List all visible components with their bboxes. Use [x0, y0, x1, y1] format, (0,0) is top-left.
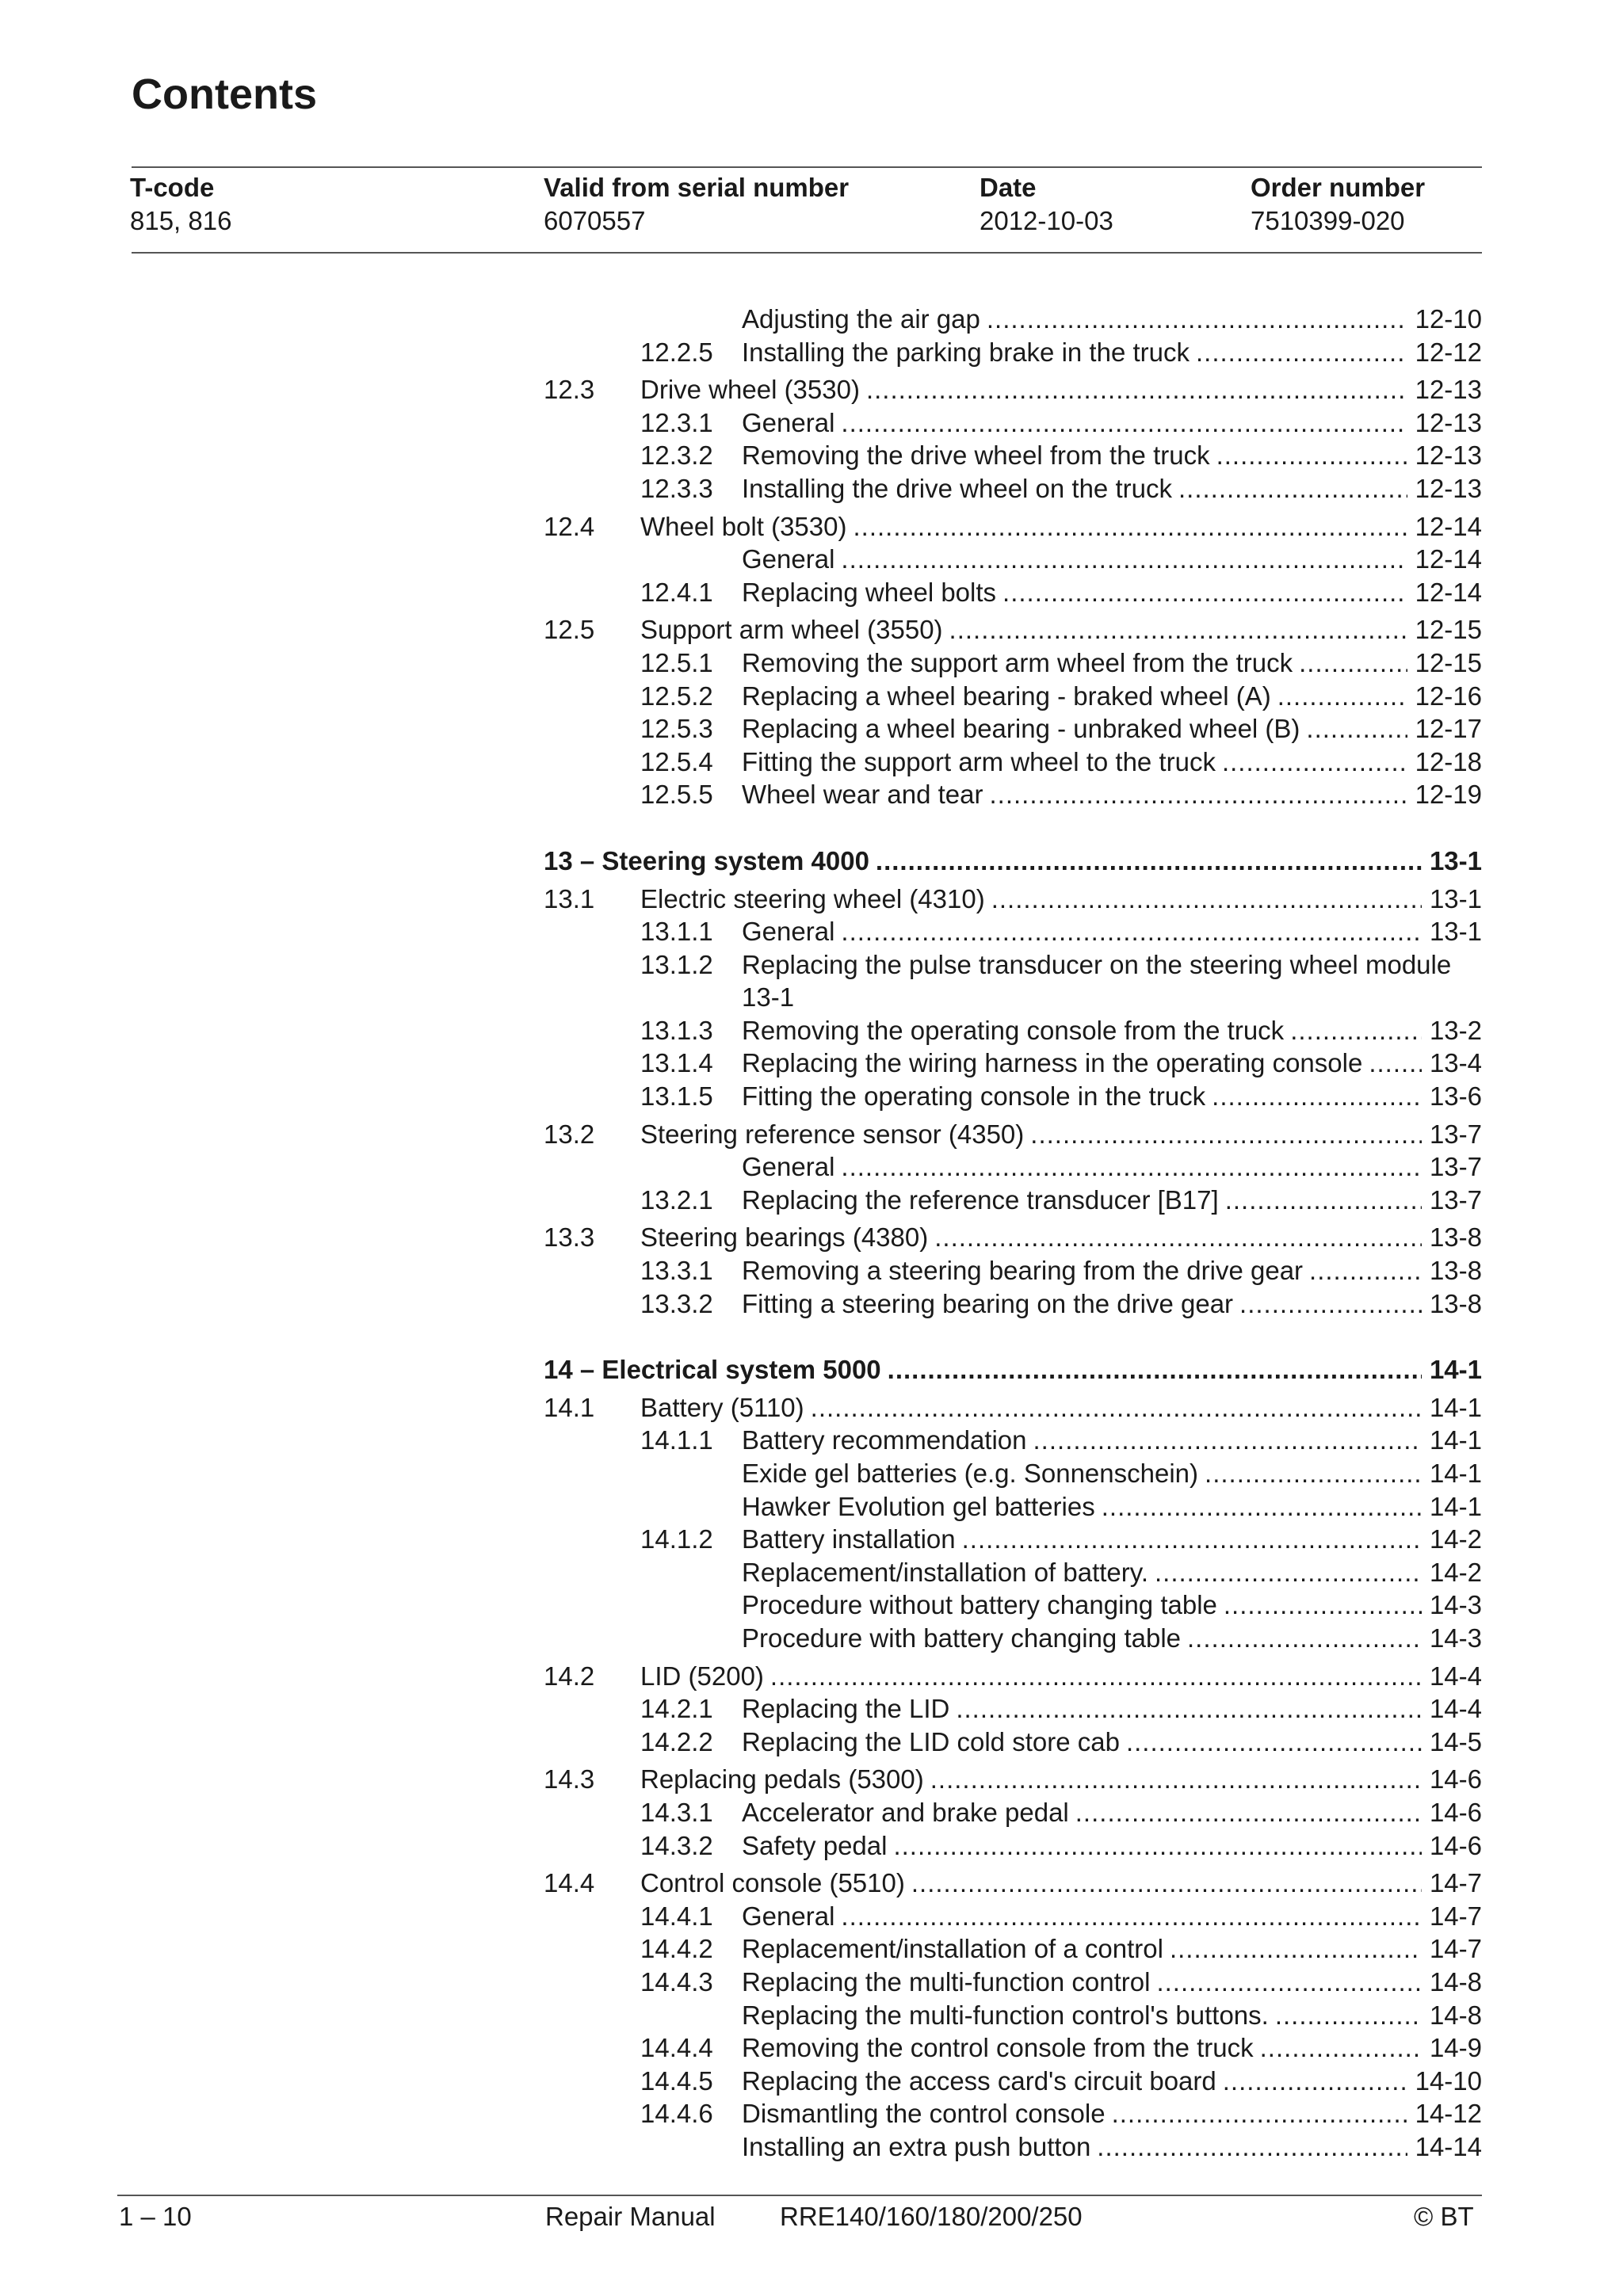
toc-section-number: 12.5.5: [640, 780, 713, 810]
toc-page-number: 14-1: [1429, 1425, 1482, 1455]
toc-page-number: 12-14: [1415, 511, 1482, 541]
toc-dot-leader: [1277, 680, 1407, 713]
toc-entry-title: Installing an extra push button: [742, 2131, 1091, 2161]
toc-entry[interactable]: [544, 1424, 1482, 1457]
serial-column: [544, 171, 849, 238]
toc-dot-leader: [911, 1867, 1422, 1900]
toc-section-number: 12.3.3: [640, 473, 713, 503]
toc-entry-title: LID (5200): [640, 1661, 764, 1691]
toc-section-number: 14.2: [544, 1661, 595, 1691]
toc-page-number: 12-13: [1415, 473, 1482, 503]
toc-entry[interactable]: [544, 543, 1482, 576]
toc-entry[interactable]: [544, 1080, 1482, 1113]
toc-dot-leader: [1223, 2065, 1407, 2098]
toc-entry[interactable]: [544, 472, 1482, 505]
toc-entry-title: Steering bearings (4380): [640, 1222, 929, 1253]
toc-section-number: 14.3.1: [640, 1797, 713, 1827]
toc-dot-leader: [991, 883, 1422, 916]
toc-entry[interactable]: [544, 1999, 1482, 2032]
toc-page-number: 13-6: [1429, 1081, 1482, 1112]
toc-section-number: 13.1.2: [640, 949, 713, 979]
toc-section-number: 12.2.5: [640, 337, 713, 367]
toc-entry-title: Replacement/installation of battery.: [742, 1557, 1148, 1587]
toc-entry-title: Removing a steering bearing from the drive gear: [742, 1256, 1304, 1286]
order-value: 7510399-020: [1251, 206, 1405, 235]
toc-entry-title: Replacing the reference transducer [B17]: [742, 1184, 1219, 1215]
toc-dot-leader: [841, 1150, 1422, 1184]
toc-page-number: 12-15: [1415, 647, 1482, 677]
toc-dot-leader: [1216, 439, 1407, 472]
toc-entry[interactable]: [544, 1622, 1482, 1655]
toc-dot-leader: [1102, 1490, 1422, 1524]
toc-section-number: 12.4.1: [640, 577, 713, 607]
toc-page-number: 13-1: [742, 982, 795, 1013]
toc-entry-title: Replacing the LID: [742, 1694, 950, 1724]
toc-entry-title: Exide gel batteries (e.g. Sonnenschein): [742, 1459, 1199, 1488]
toc-page-number: 12-16: [1415, 681, 1482, 711]
toc-entry-title: Installing the drive wheel on the truck: [742, 473, 1172, 503]
toc-entry-title: Replacing the multi-function control: [742, 1966, 1151, 1997]
toc-page-number: 14-6: [1429, 1830, 1482, 1860]
toc-section-number: 14.4.1: [640, 1901, 713, 1931]
toc-page-number: 12-18: [1415, 746, 1482, 776]
toc-entry[interactable]: [544, 2065, 1482, 2098]
toc-page-number: 13-8: [1429, 1288, 1482, 1318]
toc-entry-title: Wheel wear and tear: [742, 780, 983, 810]
toc-dot-leader: [1178, 472, 1407, 505]
toc-entry-title: Installing the parking brake in the truck: [742, 337, 1190, 367]
toc-entry-title: Drive wheel (3530): [640, 375, 860, 405]
date-label: Date: [980, 173, 1037, 202]
footer-copyright: © BT: [1414, 2202, 1474, 2231]
date-value: 2012-10-03: [980, 206, 1113, 235]
toc-dot-leader: [1170, 1932, 1422, 1966]
toc-dot-leader: [1126, 1726, 1422, 1759]
toc-section-number: 12.3.2: [640, 441, 713, 471]
toc-dot-leader: [841, 543, 1407, 576]
toc-dot-leader: [841, 915, 1422, 948]
toc-page-number: 12-13: [1415, 375, 1482, 405]
toc-entry[interactable]: [544, 1660, 1482, 1693]
toc-page-number: 12-19: [1415, 780, 1482, 810]
toc-dot-leader: [1112, 2097, 1407, 2130]
toc-section-number: 14.4.6: [640, 2099, 713, 2129]
footer-page-number: 1 – 10: [119, 2202, 192, 2231]
serial-label: Valid from serial number: [544, 173, 850, 202]
toc-dot-leader: [1275, 1999, 1422, 2032]
toc-entry[interactable]: [544, 883, 1482, 916]
toc-section-number: 13.3.2: [640, 1288, 713, 1318]
toc-section-number: 13.1.4: [640, 1048, 713, 1078]
tcode-value: 815, 816: [130, 206, 232, 235]
footer-models: RRE140/160/180/200/250: [780, 2202, 1083, 2231]
toc-dot-leader: [956, 1692, 1422, 1726]
toc-section-number: 14.4: [544, 1868, 595, 1898]
toc-entry-title: Replacing the wiring harness in the operating console: [742, 1048, 1363, 1078]
toc-section-number: 12.5.3: [640, 714, 713, 744]
toc-entry[interactable]: [544, 746, 1482, 779]
toc-entry-title: Electric steering wheel (4310): [640, 883, 985, 913]
toc-entry-title: Adjusting the air gap: [742, 304, 980, 334]
tcode-label: T-code: [130, 173, 215, 202]
toc-entry[interactable]: [544, 1796, 1482, 1829]
toc-section-number: 14.2.1: [640, 1694, 713, 1724]
toc-dot-leader: [1290, 1014, 1422, 1047]
toc-dot-leader: [1156, 1966, 1422, 1999]
toc-page-number: 12-10: [1415, 304, 1482, 334]
toc-page-number: 12-12: [1415, 337, 1482, 367]
toc-section-number: 13.3.1: [640, 1256, 713, 1286]
toc-entry-title: Replacing the pulse transducer on the steering wheel module: [742, 949, 1452, 979]
toc-dot-leader: [934, 1221, 1422, 1254]
toc-entry-title: Battery recommendation: [742, 1425, 1027, 1455]
toc-dot-leader: [987, 303, 1407, 336]
toc-entry-title: Replacing pedals (5300): [640, 1764, 924, 1794]
toc-page-number: 13-1: [1429, 883, 1482, 913]
toc-dot-leader: [770, 1660, 1422, 1693]
toc-dot-leader: [1075, 1796, 1422, 1829]
toc-section-number: 13.2: [544, 1119, 595, 1149]
toc-page-number: 14-7: [1429, 1868, 1482, 1898]
order-column: [1251, 171, 1425, 238]
toc-page-number: 13-7: [1429, 1184, 1482, 1215]
toc-entry[interactable]: [544, 1867, 1482, 1900]
toc-dot-leader: [1239, 1287, 1422, 1321]
toc-page-number: 13-7: [1429, 1152, 1482, 1182]
toc-dot-leader: [1196, 336, 1407, 369]
toc-entry-title: Battery (5110): [640, 1392, 804, 1422]
toc-dot-leader: [1224, 1589, 1422, 1622]
toc-section-number: 13.3: [544, 1222, 595, 1253]
toc-entry[interactable]: [544, 336, 1482, 369]
toc-entry-title: General: [742, 407, 835, 437]
toc-dot-leader: [1205, 1457, 1422, 1490]
toc-entry-title: Replacing the access card's circuit board: [742, 2065, 1216, 2096]
tcode-column: [130, 171, 231, 238]
toc-entry[interactable]: [544, 1900, 1482, 1933]
toc-page-number: 14-9: [1429, 2033, 1482, 2063]
toc-entry[interactable]: [544, 2031, 1482, 2065]
toc-dot-leader: [888, 1353, 1422, 1386]
table-of-contents: [544, 303, 1482, 2163]
toc-section-number: 12.5.1: [640, 647, 713, 677]
toc-entry-title: Removing the support arm wheel from the truck: [742, 647, 1293, 677]
toc-page-number: 14-12: [1415, 2099, 1482, 2129]
toc-entry[interactable]: [544, 948, 1482, 1014]
toc-entry-title: Replacement/installation of a control: [742, 1934, 1163, 1964]
toc-chapter-entry[interactable]: [544, 845, 1482, 878]
toc-entry[interactable]: [544, 680, 1482, 713]
toc-section-number: 14.4.3: [640, 1966, 713, 1997]
page-title: Contents: [132, 71, 317, 118]
toc-entry-title: Fitting the support arm wheel to the truck: [742, 746, 1216, 776]
toc-page-number: 13-2: [1429, 1015, 1482, 1045]
toc-entry-title: Removing the operating console from the truck: [742, 1015, 1285, 1045]
toc-page-number: 13-1: [1429, 917, 1482, 947]
toc-entry-title: Procedure with battery changing table: [742, 1623, 1182, 1653]
toc-page-number: 14-8: [1429, 1966, 1482, 1997]
toc-entry[interactable]: [544, 613, 1482, 646]
toc-entry[interactable]: [544, 1014, 1482, 1047]
toc-page-number: 12-13: [1415, 407, 1482, 437]
toc-section-number: 14.1: [544, 1392, 595, 1422]
toc-dot-leader: [1212, 1080, 1422, 1113]
toc-dot-leader: [893, 1829, 1421, 1863]
toc-entry-title: General: [742, 544, 835, 574]
toc-dot-leader: [1369, 1047, 1422, 1080]
toc-page-number: 14-1: [1429, 1355, 1482, 1385]
toc-wrapped-title: [742, 948, 1451, 1014]
toc-entry-title: Replacing the LID cold store cab: [742, 1726, 1120, 1756]
toc-dot-leader: [841, 1900, 1422, 1933]
toc-entry[interactable]: [544, 2097, 1482, 2130]
toc-dot-leader: [1002, 576, 1407, 609]
toc-page-number: 12-14: [1415, 577, 1482, 607]
toc-entry-title: Hawker Evolution gel batteries: [742, 1491, 1095, 1521]
toc-page-number: 13-8: [1429, 1256, 1482, 1286]
toc-entry[interactable]: [544, 1589, 1482, 1622]
toc-section-number: 12.5.2: [640, 681, 713, 711]
toc-entry-title: General: [742, 1901, 835, 1931]
toc-entry[interactable]: [544, 712, 1482, 746]
toc-page-number: 14-1: [1429, 1491, 1482, 1521]
toc-page-number: 13-1: [1429, 845, 1482, 875]
toc-dot-leader: [1187, 1622, 1422, 1655]
toc-entry-title: Fitting a steering bearing on the drive gear: [742, 1288, 1234, 1318]
toc-entry-title: Support arm wheel (3550): [640, 615, 943, 645]
toc-dot-leader: [1306, 712, 1407, 746]
toc-chapter-entry[interactable]: [544, 1353, 1482, 1386]
toc-entry[interactable]: [544, 1932, 1482, 1966]
header-top-rule: [132, 166, 1482, 168]
toc-page-number: 14-1: [1429, 1459, 1482, 1488]
toc-dot-leader: [1097, 2130, 1407, 2164]
toc-section-number: 13.2.1: [640, 1184, 713, 1215]
toc-page-number: 14-2: [1429, 1524, 1482, 1554]
footer-rule: [117, 2195, 1482, 2196]
footer-doc-type: Repair Manual: [545, 2202, 716, 2231]
toc-page-number: 12-15: [1415, 615, 1482, 645]
toc-page-number: 14-10: [1415, 2065, 1482, 2096]
toc-entry[interactable]: [544, 1692, 1482, 1726]
toc-entry-title: Accelerator and brake pedal: [742, 1797, 1069, 1827]
toc-page-number: 14-8: [1429, 2000, 1482, 2030]
toc-entry[interactable]: [544, 406, 1482, 440]
toc-section-number: 12.4: [544, 511, 595, 541]
toc-entry[interactable]: [544, 1391, 1482, 1425]
toc-entry[interactable]: [544, 1254, 1482, 1287]
toc-section-number: 14.1.2: [640, 1524, 713, 1554]
toc-section-number: 14.1.1: [640, 1425, 713, 1455]
serial-value: 6070557: [544, 206, 646, 235]
date-column: [980, 171, 1113, 238]
toc-page-number: 13-7: [1429, 1119, 1482, 1149]
toc-page-number: 14-7: [1429, 1901, 1482, 1931]
toc-dot-leader: [949, 613, 1407, 646]
toc-entry[interactable]: [544, 1726, 1482, 1759]
toc-dot-leader: [1260, 2031, 1422, 2065]
toc-entry[interactable]: [544, 1829, 1482, 1863]
toc-page-number: 14-1: [1429, 1392, 1482, 1422]
toc-page-number: 13-4: [1429, 1048, 1482, 1078]
toc-entry-title: Dismantling the control console: [742, 2099, 1106, 2129]
toc-section-number: 12.3.1: [640, 407, 713, 437]
toc-section-number: 14.3: [544, 1764, 595, 1794]
toc-entry[interactable]: [544, 778, 1482, 811]
toc-entry[interactable]: [544, 510, 1482, 543]
toc-dot-leader: [866, 373, 1407, 406]
toc-entry[interactable]: [544, 1556, 1482, 1589]
toc-entry-title: Control console (5510): [640, 1868, 905, 1898]
toc-page-number: 14-6: [1429, 1764, 1482, 1794]
toc-page-number: 14-4: [1429, 1661, 1482, 1691]
toc-entry[interactable]: [544, 1184, 1482, 1217]
toc-page-number: 12-13: [1415, 441, 1482, 471]
toc-dot-leader: [1222, 746, 1407, 779]
toc-entry-title: Procedure without battery changing table: [742, 1590, 1217, 1620]
toc-dot-leader: [1033, 1424, 1422, 1457]
toc-entry-title: Replacing wheel bolts: [742, 577, 997, 607]
toc-section-number: 13.1.3: [640, 1015, 713, 1045]
toc-page-number: 12-14: [1415, 544, 1482, 574]
toc-section-number: 13.1: [544, 883, 595, 913]
toc-entry[interactable]: [544, 1457, 1482, 1490]
toc-entry-title: Wheel bolt (3530): [640, 511, 847, 541]
toc-dot-leader: [1225, 1184, 1422, 1217]
toc-section-number: 13.1.5: [640, 1081, 713, 1112]
toc-entry[interactable]: [544, 1763, 1482, 1796]
toc-page-number: 14-7: [1429, 1934, 1482, 1964]
toc-dot-leader: [962, 1523, 1422, 1556]
toc-dot-leader: [1155, 1556, 1422, 1589]
toc-entry-title: Replacing a wheel bearing - unbraked wheel (B): [742, 714, 1300, 744]
toc-page-number: 14-4: [1429, 1694, 1482, 1724]
toc-page-number: 14-5: [1429, 1726, 1482, 1756]
toc-entry-title: Steering reference sensor (4350): [640, 1119, 1025, 1149]
toc-entry[interactable]: [544, 303, 1482, 336]
order-label: Order number: [1251, 173, 1426, 202]
toc-entry[interactable]: [544, 1523, 1482, 1556]
toc-section-number: 12.5.4: [640, 746, 713, 776]
toc-dot-leader: [811, 1391, 1422, 1425]
toc-entry-title: Replacing a wheel bearing - braked wheel (A): [742, 681, 1271, 711]
toc-entry-title: 14 – Electrical system 5000: [544, 1355, 881, 1385]
toc-section-number: 12.3: [544, 375, 595, 405]
toc-entry[interactable]: [544, 373, 1482, 406]
toc-dot-leader: [990, 778, 1407, 811]
toc-dot-leader: [1030, 1118, 1422, 1151]
toc-section-number: 12.5: [544, 615, 595, 645]
toc-entry[interactable]: [544, 576, 1482, 609]
toc-dot-leader: [1309, 1254, 1422, 1287]
toc-dot-leader: [930, 1763, 1422, 1796]
toc-section-number: 13.1.1: [640, 917, 713, 947]
toc-entry[interactable]: [544, 1047, 1482, 1080]
toc-entry[interactable]: [544, 1966, 1482, 1999]
toc-section-number: 14.3.2: [640, 1830, 713, 1860]
toc-entry-title: Removing the drive wheel from the truck: [742, 441, 1210, 471]
toc-entry-title: 13 – Steering system 4000: [544, 845, 869, 875]
toc-entry-title: General: [742, 917, 835, 947]
toc-dot-leader: [876, 845, 1422, 878]
toc-entry[interactable]: [544, 1150, 1482, 1184]
toc-entry-title: Battery installation: [742, 1524, 956, 1554]
toc-dot-leader: [1299, 646, 1407, 680]
toc-entry[interactable]: [544, 646, 1482, 680]
toc-entry-title: Safety pedal: [742, 1830, 888, 1860]
toc-page-number: 14-2: [1429, 1557, 1482, 1587]
toc-entry[interactable]: [544, 1118, 1482, 1151]
toc-section-number: 14.2.2: [640, 1726, 713, 1756]
toc-entry-title: General: [742, 1152, 835, 1182]
toc-entry[interactable]: [544, 915, 1482, 948]
toc-section-number: 14.4.4: [640, 2033, 713, 2063]
toc-page-number: 14-3: [1429, 1590, 1482, 1620]
toc-entry-title: Fitting the operating console in the truck: [742, 1081, 1206, 1112]
toc-entry[interactable]: [544, 439, 1482, 472]
toc-page-number: 12-17: [1415, 714, 1482, 744]
toc-entry-title: Replacing the multi-function control's buttons.: [742, 2000, 1269, 2030]
toc-entry-title: Removing the control console from the truck: [742, 2033, 1254, 2063]
toc-dot-leader: [853, 510, 1407, 543]
toc-page-number: 14-14: [1415, 2131, 1482, 2161]
toc-page-number: 14-6: [1429, 1797, 1482, 1827]
header-bottom-rule: [132, 252, 1482, 254]
toc-section-number: 14.4.2: [640, 1934, 713, 1964]
toc-entry[interactable]: [544, 2130, 1482, 2164]
toc-entry[interactable]: [544, 1490, 1482, 1524]
toc-page-number: 13-8: [1429, 1222, 1482, 1253]
toc-entry[interactable]: [544, 1287, 1482, 1321]
toc-section-number: 14.4.5: [640, 2065, 713, 2096]
toc-page-number: 14-3: [1429, 1623, 1482, 1653]
toc-dot-leader: [841, 406, 1407, 440]
toc-entry[interactable]: [544, 1221, 1482, 1254]
